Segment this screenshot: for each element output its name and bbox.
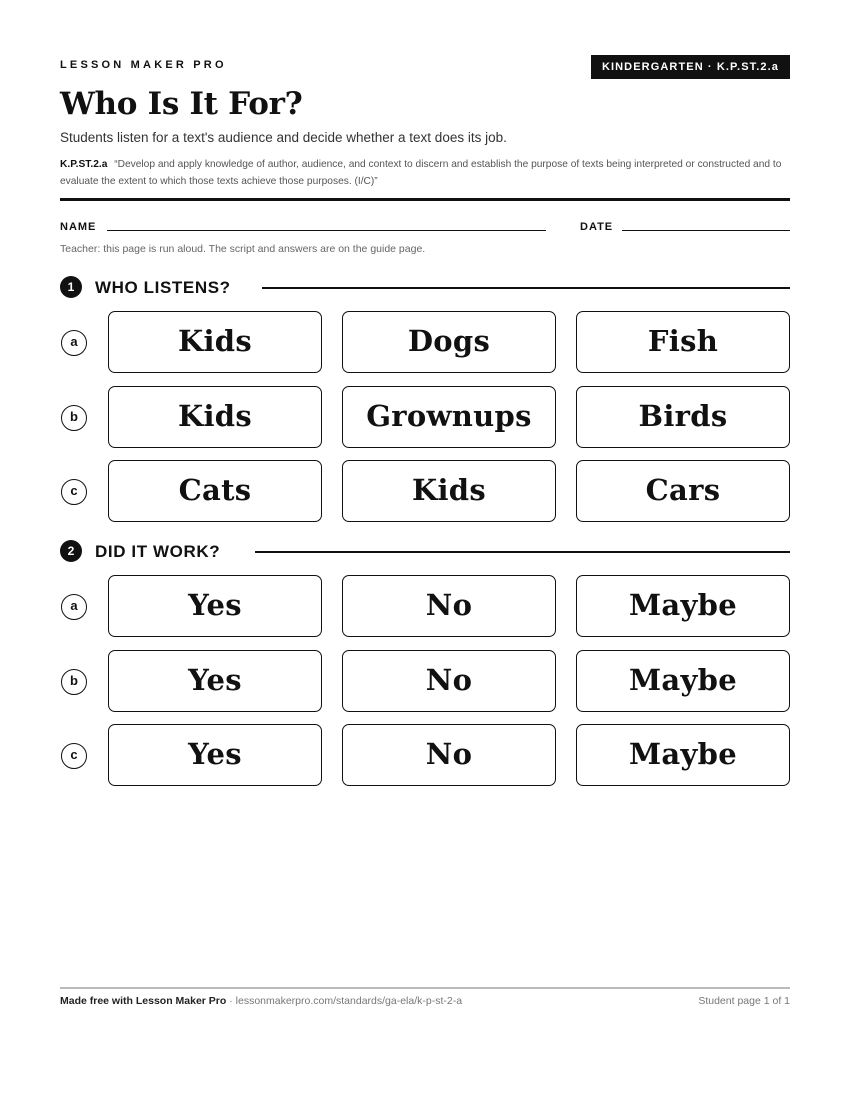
grade-badge: KINDERGARTEN · K.P.ST.2.a [591, 55, 790, 79]
footer-made-with: Made free with Lesson Maker Pro [60, 995, 227, 1007]
question-letter: c [61, 743, 87, 769]
footer-credit [60, 995, 462, 1007]
choice-box[interactable]: Maybe [576, 575, 790, 637]
name-field[interactable] [107, 230, 546, 231]
choice-box[interactable]: Grownups [342, 386, 556, 448]
section-rule [262, 287, 790, 289]
question-row-2b [60, 650, 790, 712]
teacher-note: Teacher: this page is run aloud. The script and answers are on the guide page. [60, 243, 426, 255]
section-title: DID IT WORK? [95, 542, 221, 561]
page-title: Who Is It For? [60, 86, 303, 122]
name-label: NAME [60, 221, 97, 233]
date-field[interactable] [622, 230, 790, 231]
choice-box[interactable]: Cats [108, 460, 322, 522]
standard-code: K.P.ST.2.a [60, 159, 108, 170]
question-row-2c [60, 724, 790, 786]
section-title: WHO LISTENS? [95, 278, 231, 297]
choice-box[interactable]: Maybe [576, 650, 790, 712]
section-rule [255, 551, 790, 553]
footer-url[interactable]: · lessonmakerpro.com/standards/ga-ela/k-p-st-2-a [226, 995, 463, 1007]
choice-box[interactable]: Cars [576, 460, 790, 522]
date-label: DATE [580, 221, 614, 233]
question-letter: b [61, 405, 87, 431]
brand-name: LESSON MAKER PRO [60, 59, 227, 71]
choice-box[interactable]: Yes [108, 650, 322, 712]
question-row-1c [60, 460, 790, 522]
choice-box[interactable]: Kids [108, 386, 322, 448]
choice-box[interactable]: Dogs [342, 311, 556, 373]
question-letter: a [61, 330, 87, 356]
choice-box[interactable]: Kids [108, 311, 322, 373]
section-who-listens [60, 275, 790, 299]
page-subtitle: Students listen for a text's audience and decide whether a text does its job. [60, 130, 507, 145]
choice-box[interactable]: No [342, 575, 556, 637]
choice-box[interactable]: Kids [342, 460, 556, 522]
section-number: 1 [60, 276, 82, 298]
choice-box[interactable]: No [342, 724, 556, 786]
choice-box[interactable]: Yes [108, 575, 322, 637]
question-letter: b [61, 669, 87, 695]
choice-box[interactable]: Yes [108, 724, 322, 786]
question-row-1a [60, 311, 790, 373]
footer-page-number: Student page 1 of 1 [698, 995, 790, 1007]
standard-text: “Develop and apply knowledge of author, audience, and context to discern and establish the purpose of texts being interpreted or constructed and to evaluate the extent to which those texts achieve those purposes. (I/C)” [60, 159, 782, 187]
choice-box[interactable]: Fish [576, 311, 790, 373]
header-divider [60, 198, 790, 201]
question-letter: a [61, 594, 87, 620]
standard-description [60, 156, 795, 190]
question-letter: c [61, 479, 87, 505]
page-header [60, 55, 790, 79]
section-did-it-work [60, 539, 790, 563]
choice-box[interactable]: Birds [576, 386, 790, 448]
choice-box[interactable]: No [342, 650, 556, 712]
footer-divider [60, 987, 790, 989]
section-number: 2 [60, 540, 82, 562]
question-row-1b [60, 386, 790, 448]
question-row-2a [60, 575, 790, 637]
choice-box[interactable]: Maybe [576, 724, 790, 786]
